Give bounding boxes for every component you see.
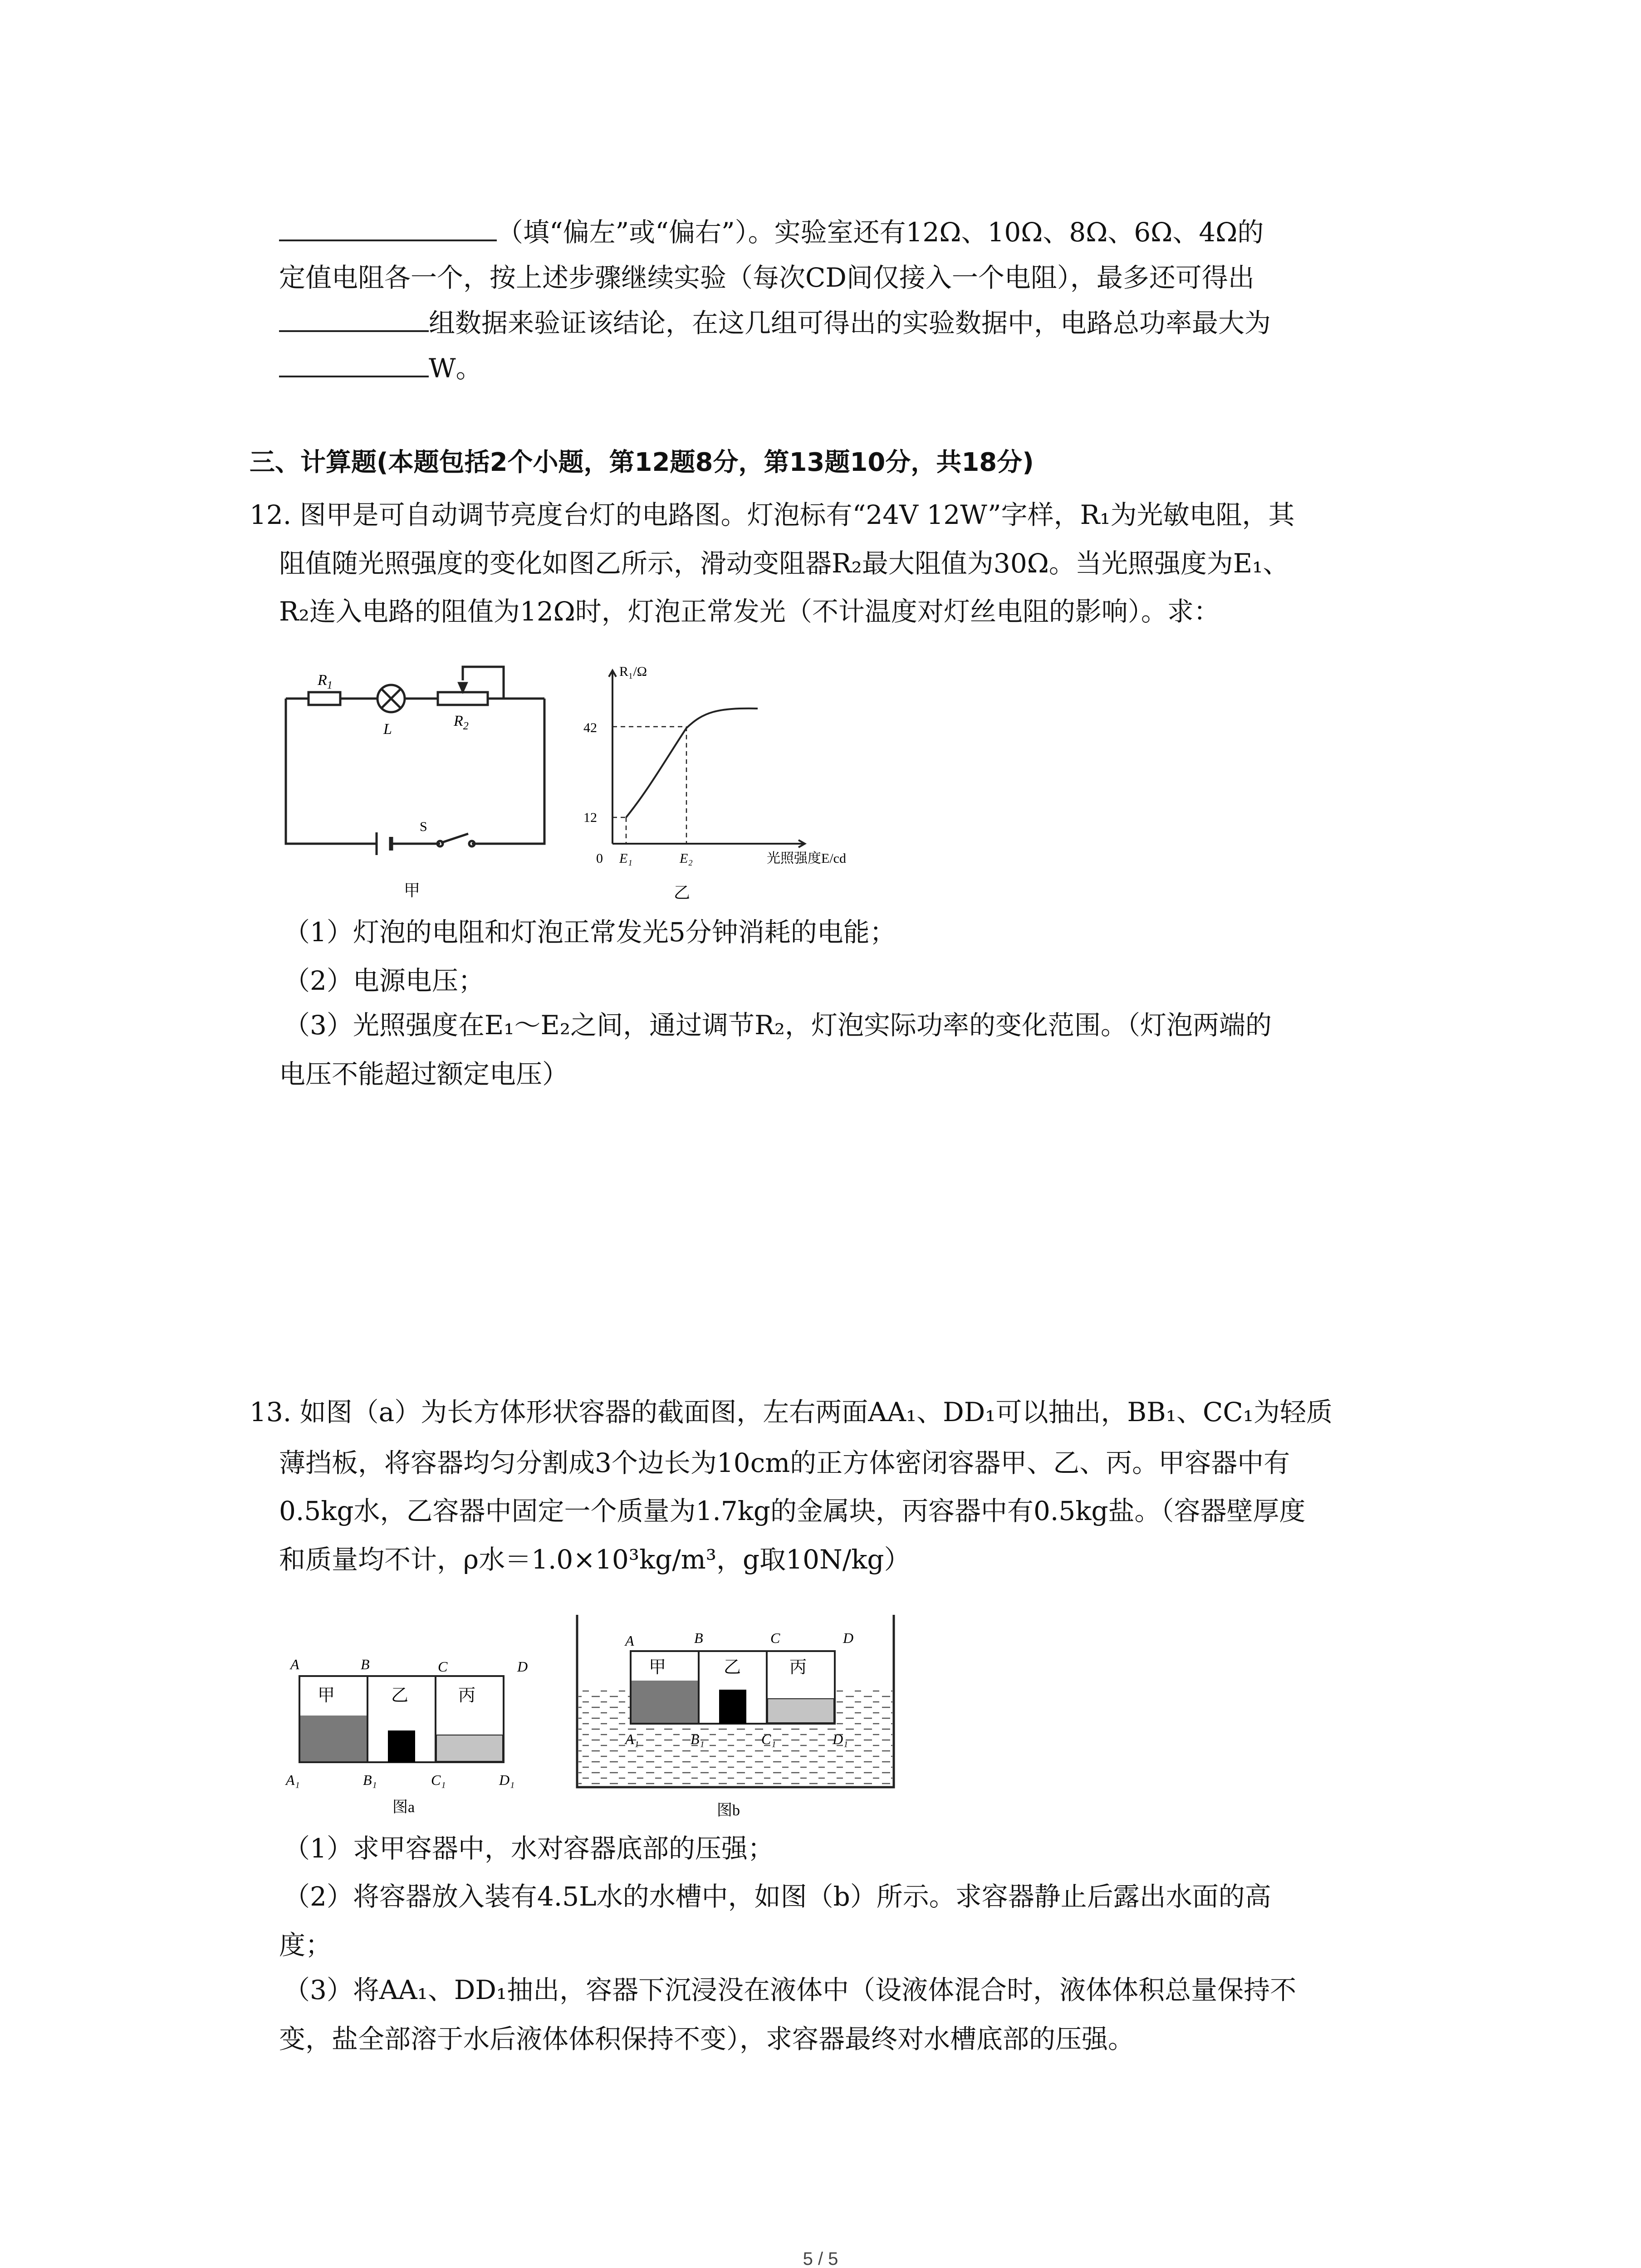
- question-13-line: 13. 如图（a）为长方体形状容器的截面图，左右两面AA₁、DD₁可以抽出，BB₁、CC₁为轻质: [250, 1397, 1333, 1427]
- answer-blank: [279, 349, 429, 377]
- question-12-line: 阻值随光照强度的变化如图乙所示，滑动变阻器R₂最大阻值为30Ω。当光照强度为E₁、: [279, 548, 1289, 579]
- svg-text:E₂: E₂: [680, 851, 693, 866]
- text-line: W。: [279, 346, 482, 391]
- svg-text:图b: 图b: [717, 1802, 740, 1819]
- question-13-part: （1）求甲容器中，水对容器底部的压强；: [284, 1833, 774, 1864]
- question-12-part: （1）灯泡的电阻和灯泡正常发光5分钟消耗的电能；: [284, 917, 896, 948]
- svg-text:R1: $R_1$: [318, 672, 333, 691]
- svg-text:B₁: B₁: [363, 1772, 377, 1788]
- container-figure-b: [572, 1606, 916, 1823]
- svg-text:甲: 甲: [404, 881, 421, 899]
- svg-text:乙: 乙: [724, 1658, 741, 1677]
- question-13-line: 和质量均不计，ρ水＝1.0×10³kg/m³，g取10N/kg）: [279, 1544, 911, 1575]
- container-figure-a: [272, 1633, 554, 1823]
- svg-text:L: L: [383, 721, 392, 738]
- text-line: （填“偏左”或“偏右”）。实验室还有12Ω、10Ω、8Ω、6Ω、4Ω的: [279, 210, 1264, 255]
- question-12-line: 12. 图甲是可自动调节亮度台灯的电路图。灯泡标有“24V 12W”字样，R₁为光敏电阻，其: [250, 499, 1295, 530]
- question-13-line: 0.5kg水，乙容器中固定一个质量为1.7kg的金属块，丙容器中有0.5kg盐。（容器壁厚度: [279, 1496, 1306, 1526]
- answer-blank: [279, 304, 429, 332]
- svg-text:A₁: A₁: [286, 1772, 300, 1788]
- svg-text:D₁: D₁: [499, 1772, 515, 1788]
- question-12-part: 电压不能超过额定电压）: [279, 1059, 569, 1090]
- question-13-part: 变，盐全部溶于水后液体体积保持不变），求容器最终对水槽底部的压强。: [279, 2024, 1135, 2054]
- question-13-part: （2）将容器放入装有4.5L水的水槽中，如图（b）所示。求容器静止后露出水面的高: [284, 1881, 1271, 1912]
- text-line: 组数据来验证该结论，在这几组可得出的实验数据中，电路总功率最大为: [279, 300, 1271, 346]
- svg-text:12: 12: [583, 810, 597, 825]
- svg-text:甲: 甲: [318, 1686, 335, 1705]
- question-12-line: R₂连入电路的阻值为12Ω时，灯泡正常发光（不计温度对灯丝电阻的影响）。求：: [279, 596, 1220, 627]
- svg-text:A: A: [290, 1656, 299, 1672]
- svg-text:B: B: [361, 1656, 370, 1672]
- question-13-part: （3）将AA₁、DD₁抽出，容器下沉浸没在液体中（设液体混合时，液体体积总量保持不: [284, 1975, 1297, 2005]
- svg-text:D: D: [517, 1658, 528, 1675]
- page-number: 5 / 5: [803, 2249, 838, 2268]
- text-line: 定值电阻各一个，按上述步骤继续实验（每次CD间仅接入一个电阻），最多还可得出: [279, 262, 1254, 293]
- svg-text:D₁: D₁: [833, 1731, 848, 1747]
- svg-text:B: B: [694, 1630, 703, 1646]
- question-13-line: 薄挡板，将容器均匀分割成3个边长为10cm的正方体密闭容器甲、乙、丙。甲容器中有: [279, 1447, 1290, 1478]
- svg-text:E₁: E₁: [619, 851, 632, 866]
- svg-text:丙: 丙: [458, 1686, 476, 1705]
- svg-text:S: S: [420, 819, 427, 834]
- svg-text:A₁: A₁: [625, 1731, 639, 1747]
- question-13-part: 度；: [279, 1930, 332, 1960]
- svg-text:丙: 丙: [789, 1658, 807, 1677]
- svg-text:B₁: B₁: [691, 1731, 705, 1747]
- svg-text:C: C: [438, 1658, 448, 1675]
- answer-blank: [279, 213, 497, 241]
- svg-text:图a: 图a: [392, 1799, 415, 1816]
- svg-text:乙: 乙: [391, 1686, 409, 1705]
- circuit-diagram: [272, 653, 563, 907]
- svg-text:光照强度E/cd: 光照强度E/cd: [767, 851, 846, 866]
- svg-text:甲: 甲: [649, 1658, 666, 1677]
- svg-text:C₁: C₁: [761, 1731, 776, 1747]
- svg-text:42: 42: [583, 720, 597, 735]
- svg-text:乙: 乙: [674, 884, 691, 902]
- resistance-illuminance-graph: [576, 653, 903, 907]
- svg-text:A: A: [625, 1633, 634, 1649]
- section-heading: 三、计算题(本题包括2个小题，第12题8分，第13题10分，共18分): [250, 448, 1034, 477]
- question-12-part: （3）光照强度在E₁～E₂之间，通过调节R₂，灯泡实际功率的变化范围。（灯泡两端的: [284, 1010, 1272, 1041]
- question-12-part: （2）电源电压；: [284, 965, 485, 996]
- svg-text:R₁/Ω: R₁/Ω: [619, 664, 647, 679]
- svg-text:C: C: [770, 1630, 780, 1646]
- svg-text:D: D: [843, 1630, 854, 1646]
- svg-text:R2: $R_2$: [454, 713, 469, 732]
- svg-text:0: 0: [596, 851, 603, 866]
- svg-text:C₁: C₁: [431, 1772, 446, 1788]
